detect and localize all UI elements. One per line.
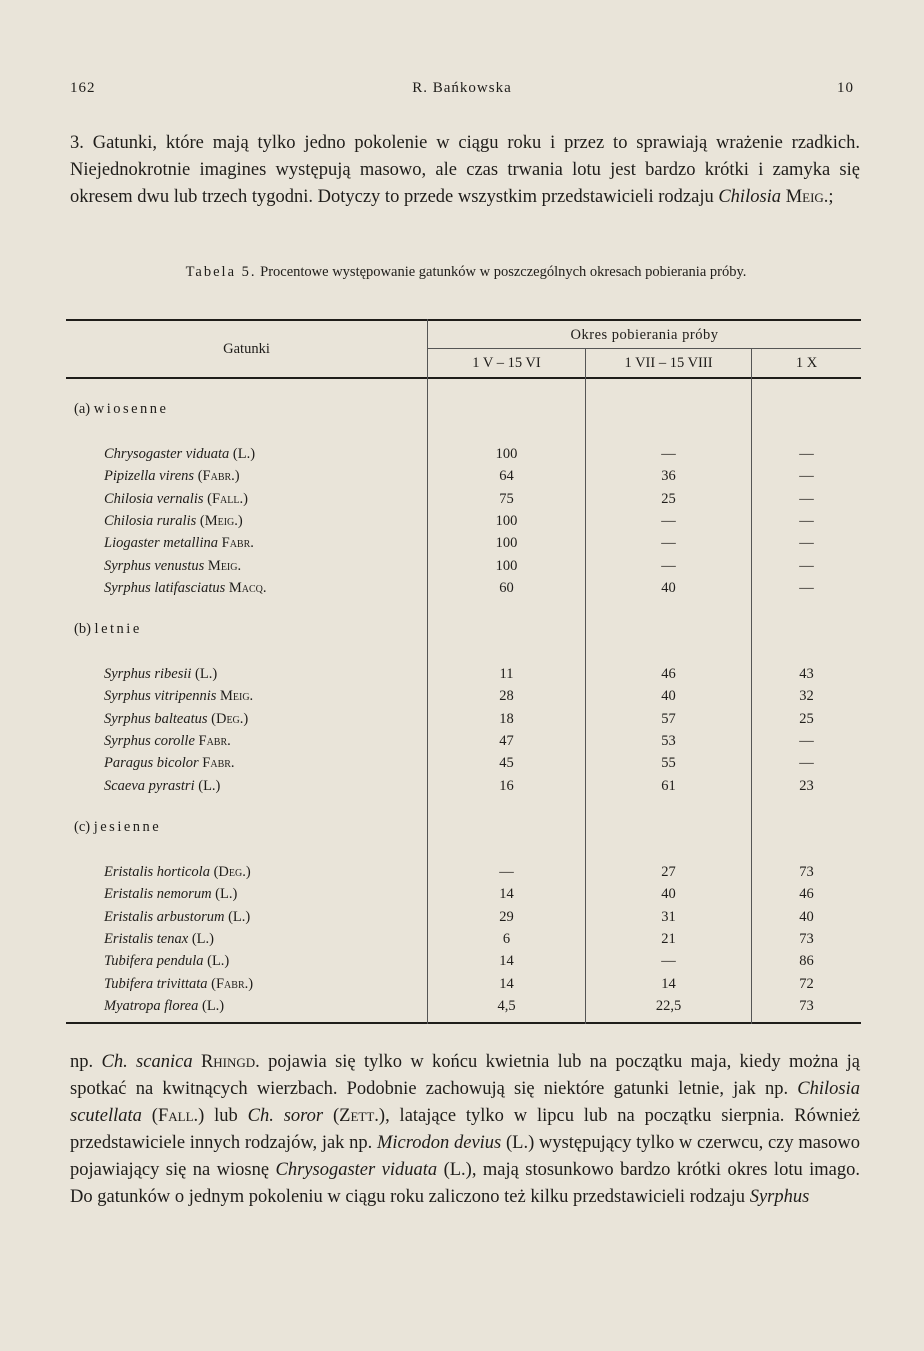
value-cell-period-1: 4,5: [497, 997, 516, 1014]
value-cell-period-2: —: [661, 535, 676, 552]
value-cell-period-3: —: [799, 468, 814, 485]
species-cell: [104, 976, 253, 993]
value-cell-period-1: 14: [499, 975, 514, 992]
species-name: Chilosia scutellata: [70, 1079, 860, 1126]
species-cell: [104, 733, 231, 750]
value-cell-period-2: 27: [661, 864, 676, 880]
species-name: Syrphus venustus: [104, 557, 205, 574]
group-label: [74, 621, 142, 638]
species-name: Liogaster metallina: [104, 535, 218, 552]
value-cell-period-2: 53: [661, 732, 676, 749]
species-author: (Meig.): [199, 512, 243, 529]
species-cell: [104, 886, 237, 903]
paragraph-text: 3. Gatunki, które mają tylko jedno pokolenie w ciągu roku i przez to sprawiają wrażenie rzadkich. Niejednokrotnie imagines występują masowo, ale czas trwania lotu jest bardzo krótki i zamyka się okresem dwu lub trzech tygodni. Dotyczy to przede wszystkim przedstawicieli rodzaju: [70, 133, 860, 207]
table-top-rule: [66, 319, 861, 321]
header-period-1: 1 V – 15 VI: [472, 355, 541, 371]
species-author: (Fabr.): [197, 468, 240, 485]
species-name: Eristalis arbustorum: [104, 908, 225, 925]
species-cell: [104, 953, 229, 970]
paragraph-intro: [70, 130, 860, 211]
value-cell-period-3: 73: [799, 997, 814, 1014]
value-cell-period-1: 18: [499, 710, 514, 727]
value-cell-period-3: 40: [799, 908, 814, 925]
species-name: Syrphus balteatus: [104, 710, 208, 727]
species-author: (L.): [198, 777, 221, 794]
value-cell-period-2: —: [661, 557, 676, 574]
caption-text: Procentowe występowanie gatunków w poszczególnych okresach pobierania próby.: [256, 264, 747, 280]
value-cell-period-2: 55: [661, 755, 676, 772]
value-cell-period-3: —: [799, 490, 814, 507]
paragraph-text: występujący tylko w czerwcu, czy masowo pojawiający się na wiosnę: [70, 1133, 861, 1180]
species-author: Fabr.: [198, 732, 231, 749]
value-cell-period-1: 29: [499, 908, 514, 925]
species-name: Syrphus vitripennis: [104, 688, 217, 705]
value-cell-period-2: —: [661, 512, 676, 529]
value-cell-period-2: 40: [661, 688, 676, 705]
value-cell-period-1: 64: [499, 468, 514, 485]
table-row: [66, 953, 861, 975]
value-cell-period-2: 25: [661, 490, 676, 507]
table-row: [66, 976, 861, 998]
value-cell-period-3: 73: [799, 930, 814, 947]
value-cell-period-1: 60: [499, 579, 514, 596]
table-row: [66, 998, 861, 1020]
species-author: (Fabr.): [211, 975, 254, 992]
species-name: Chrysogaster viduata: [275, 1160, 438, 1180]
section-number: 10: [837, 80, 854, 96]
table-row: [66, 446, 861, 468]
author-abbrev: (L.): [506, 1133, 535, 1153]
table-row: [66, 513, 861, 535]
group-letter: (a): [74, 401, 91, 417]
value-cell-period-3: 46: [799, 886, 814, 903]
species-name: Eristalis nemorum: [104, 886, 212, 903]
species-cell: [104, 513, 243, 530]
species-author: Macq.: [228, 579, 267, 596]
value-cell-period-1: 75: [499, 490, 514, 507]
species-name: Syrphus corolle: [104, 732, 195, 749]
value-cell-period-2: 21: [661, 930, 676, 947]
table-caption: [70, 262, 862, 282]
table-row: [66, 864, 861, 886]
genus-name: Chilosia: [718, 187, 782, 207]
value-cell-period-1: 14: [499, 953, 514, 970]
table-row: [66, 886, 861, 908]
value-cell-period-3: 25: [799, 710, 814, 727]
table-row: [66, 535, 861, 557]
species-name: Ch. scanica: [101, 1052, 193, 1072]
author-abbrev: Meig.: [785, 187, 829, 207]
value-cell-period-3: —: [799, 557, 814, 574]
species-name: Syrphus latifasciatus: [104, 579, 226, 596]
table-label: Tabela 5.: [185, 264, 257, 280]
paragraph-text: np.: [70, 1052, 102, 1072]
group-letter: (b): [74, 621, 91, 637]
value-cell-period-1: 100: [495, 535, 518, 552]
value-cell-period-3: 86: [799, 953, 814, 970]
table-row: [66, 666, 861, 688]
group-name: letnie: [94, 621, 142, 637]
species-cell: [104, 580, 267, 597]
value-cell-period-3: —: [799, 446, 814, 462]
data-table: [66, 319, 861, 1025]
value-cell-period-1: 100: [495, 512, 518, 529]
value-cell-period-3: 72: [799, 975, 814, 992]
group-label: [74, 401, 168, 418]
species-name: Myatropa florea: [104, 997, 199, 1014]
value-cell-period-2: 61: [661, 777, 676, 794]
table-row: [66, 778, 861, 800]
value-cell-period-2: 31: [661, 908, 676, 925]
table-row: [66, 755, 861, 777]
species-name: Chilosia ruralis: [104, 512, 197, 529]
species-author: Fabr.: [221, 535, 254, 552]
running-author: R. Bańkowska: [412, 80, 512, 96]
species-cell: [104, 778, 220, 795]
value-cell-period-3: 43: [799, 666, 814, 682]
value-cell-period-2: —: [661, 446, 676, 462]
group-letter: (c): [74, 819, 91, 835]
paragraph-text: , latające tylko w lipcu lub na początku sierpnia. Również przedstawiciele innych rodzajów, jak np.: [70, 1106, 861, 1153]
genus-name: Syrphus: [749, 1187, 810, 1207]
header-species: Gatunki: [223, 341, 270, 357]
paragraph-text: ;: [828, 187, 834, 207]
value-cell-period-1: 11: [499, 666, 514, 682]
value-cell-period-3: —: [799, 512, 814, 529]
species-author: (L.): [191, 930, 214, 947]
value-cell-period-1: 14: [499, 886, 514, 903]
header-sampling-period: Okres pobierania próby: [570, 327, 719, 343]
species-author: (L.): [195, 666, 218, 682]
species-author: Meig.: [220, 688, 254, 705]
value-cell-period-3: 73: [799, 864, 814, 880]
paragraph-text: pojawia się tylko w końcu kwietnia lub na początku maja, kiedy można ją spotkać na kwitnących wierzbach. Podobnie zachowują się niektóre gatunki letnie, jak np.: [70, 1052, 861, 1099]
value-cell-period-2: 40: [661, 886, 676, 903]
value-cell-period-2: 22,5: [655, 997, 682, 1014]
table-header-subrule: [428, 348, 861, 349]
species-author: (L.): [228, 908, 251, 925]
paragraph-text: , mają stosunkowo bardzo krótki okres lotu imago. Do gatunków o jednym pokoleniu w ciągu roku zaliczono też kilku przedstawicieli rodzaju: [70, 1160, 861, 1207]
species-cell: [104, 864, 251, 881]
table-row: [66, 580, 861, 602]
species-cell: [104, 468, 240, 485]
value-cell-period-2: 46: [661, 666, 676, 682]
species-cell: [104, 491, 248, 508]
value-cell-period-3: 32: [799, 688, 814, 705]
group-name: wiosenne: [93, 401, 169, 417]
table-row: [66, 688, 861, 710]
author-abbrev: Rhingd.: [200, 1052, 260, 1072]
species-name: Chilosia vernalis: [104, 490, 204, 507]
value-cell-period-3: —: [799, 579, 814, 596]
species-cell: [104, 931, 214, 948]
author-abbrev: (Fall.): [151, 1106, 205, 1126]
species-name: Tubifera pendula: [104, 953, 204, 970]
value-cell-period-2: 57: [661, 710, 676, 727]
value-cell-period-1: 45: [499, 755, 514, 772]
paragraph-text: lub: [204, 1106, 248, 1126]
species-cell: [104, 711, 248, 728]
species-author: (L.): [202, 997, 225, 1014]
value-cell-period-1: 47: [499, 732, 514, 749]
species-cell: [104, 558, 241, 575]
species-author: (Deg.): [213, 864, 251, 880]
value-cell-period-2: —: [661, 953, 676, 970]
value-cell-period-1: 100: [495, 446, 518, 462]
species-name: Syrphus ribesii: [104, 666, 192, 682]
paragraph-continuation: [70, 1049, 860, 1211]
species-cell: [104, 446, 255, 463]
species-author: Meig.: [207, 557, 242, 574]
table-header-rule: [66, 377, 861, 379]
group-name: jesienne: [93, 819, 162, 835]
species-cell: [104, 666, 217, 683]
species-name: Eristalis horticola: [104, 864, 210, 880]
species-cell: [104, 688, 253, 705]
species-author: (Fall.): [207, 490, 248, 507]
species-name: Ch. soror: [247, 1106, 324, 1126]
page-number: 162: [70, 80, 96, 96]
table-row: [66, 558, 861, 580]
author-abbrev: (L.): [443, 1160, 472, 1180]
value-cell-period-1: —: [499, 864, 514, 880]
species-name: Pipizella virens: [104, 468, 195, 485]
value-cell-period-1: 100: [495, 557, 518, 574]
species-cell: [104, 909, 250, 926]
table-row: [66, 711, 861, 733]
species-cell: [104, 998, 224, 1015]
species-cell: [104, 755, 235, 772]
value-cell-period-3: 23: [799, 777, 814, 794]
species-author: Fabr.: [202, 755, 235, 772]
species-name: Eristalis tenax: [104, 930, 189, 947]
value-cell-period-2: 36: [661, 468, 676, 485]
species-name: Scaeva pyrastri: [104, 777, 195, 794]
value-cell-period-2: 14: [661, 975, 676, 992]
value-cell-period-1: 16: [499, 777, 514, 794]
group-label: [74, 819, 161, 836]
header-period-2: 1 VII – 15 VIII: [624, 355, 713, 371]
species-cell: [104, 535, 254, 552]
table-row: [66, 909, 861, 931]
value-cell-period-3: —: [799, 535, 814, 552]
author-abbrev: (Zett.): [333, 1106, 386, 1126]
species-name: Microdon devius: [377, 1133, 502, 1153]
species-author: (L.): [232, 446, 256, 462]
value-cell-period-3: —: [799, 732, 814, 749]
value-cell-period-3: —: [799, 755, 814, 772]
species-author: (Deg.): [211, 710, 249, 727]
table-row: [66, 468, 861, 490]
table-bottom-rule: [66, 1022, 861, 1024]
header-period-3: 1 X: [795, 355, 818, 371]
value-cell-period-2: 40: [661, 579, 676, 596]
table-row: [66, 733, 861, 755]
table-row: [66, 491, 861, 513]
species-author: (L.): [215, 886, 238, 903]
species-author: (L.): [207, 953, 230, 970]
value-cell-period-1: 6: [502, 930, 511, 947]
value-cell-period-1: 28: [499, 688, 514, 705]
table-row: [66, 931, 861, 953]
species-name: Chrysogaster viduata: [104, 446, 230, 462]
species-name: Paragus bicolor: [104, 755, 199, 772]
species-name: Tubifera trivittata: [104, 975, 208, 992]
